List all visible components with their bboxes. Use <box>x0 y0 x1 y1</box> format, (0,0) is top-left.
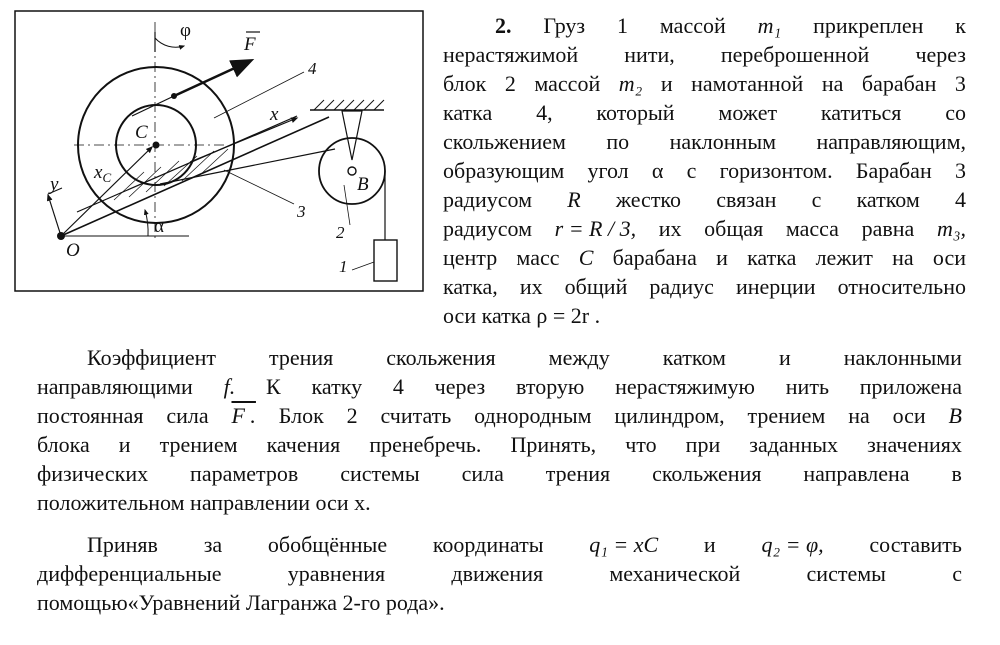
word: движения <box>451 561 544 586</box>
word: считать <box>380 403 452 428</box>
word: нерастяжимой <box>443 42 579 67</box>
y-axis-arrow <box>48 195 61 236</box>
p1-line <box>443 98 966 127</box>
word: с <box>811 187 822 212</box>
word: угол <box>587 158 629 183</box>
word: и <box>660 71 673 96</box>
center-c-point <box>153 142 160 149</box>
word: заданных <box>749 432 839 457</box>
leader-3 <box>224 170 294 204</box>
word: их <box>519 274 543 299</box>
word: m₂ <box>618 71 643 96</box>
p1-line <box>443 301 966 330</box>
line-text: оси катка ρ = 2r . <box>443 303 601 328</box>
word: f. <box>223 374 236 399</box>
p2-line <box>37 430 962 459</box>
word: центр <box>443 245 498 270</box>
word: и <box>118 432 131 457</box>
word: массой <box>659 13 726 38</box>
word: трения <box>545 461 611 486</box>
label-alpha: α <box>154 216 164 237</box>
problem-number: 2. <box>495 13 512 38</box>
guide-hatching <box>114 149 228 200</box>
word: катка <box>747 245 797 270</box>
word: физических <box>37 461 149 486</box>
word: приложена <box>859 374 962 399</box>
line-text: положительном направлении оси x. <box>37 490 371 515</box>
word: однородным <box>474 403 592 428</box>
word: радиусом <box>443 216 532 241</box>
p2-line <box>37 372 962 401</box>
word: к <box>955 13 966 38</box>
label-3: 3 <box>297 202 306 221</box>
p1-line <box>443 11 966 40</box>
leader-1 <box>352 262 374 270</box>
problem-paragraph-3 <box>37 530 962 617</box>
word: горизонтом. <box>719 158 833 183</box>
word: на <box>821 71 844 96</box>
word: масса <box>785 216 839 241</box>
p2-line <box>37 459 962 488</box>
word: относительно <box>837 274 966 299</box>
label-b: B <box>357 174 369 195</box>
word: намотанной <box>691 71 804 96</box>
word: катком <box>856 187 920 212</box>
word: за <box>203 532 223 557</box>
p2-line <box>37 488 962 517</box>
word: связан <box>716 187 777 212</box>
word: катком <box>662 345 726 370</box>
word: прикреплен <box>813 13 924 38</box>
word: Приняв <box>87 532 158 557</box>
word: масс <box>516 245 560 270</box>
p2-line <box>37 401 962 430</box>
word: оси <box>932 245 966 270</box>
p1-line <box>443 127 966 156</box>
word: системы <box>340 461 420 486</box>
word: общая <box>704 216 764 241</box>
word: их <box>658 216 682 241</box>
word: параметров <box>190 461 299 486</box>
word: общий <box>564 274 628 299</box>
p3-line <box>37 559 962 588</box>
leader-4 <box>214 72 304 118</box>
word: 4 <box>955 187 966 212</box>
word: m₁ <box>757 13 782 38</box>
word: скольжением <box>443 129 566 154</box>
word: блока <box>37 432 90 457</box>
ceiling-support <box>310 100 384 110</box>
word: Блок <box>278 403 324 428</box>
word: r = R / 3, <box>554 216 637 241</box>
problem-paragraph-1 <box>443 11 966 330</box>
word: Принять, <box>510 432 597 457</box>
word: К <box>266 374 281 399</box>
word: уравнения <box>287 561 386 586</box>
word: лежит <box>815 245 873 270</box>
label-y: y <box>50 174 59 195</box>
word: с <box>686 158 697 183</box>
label-xc: $x_C$ <box>94 162 112 185</box>
word: барабан <box>861 71 937 96</box>
p1-line <box>443 40 966 69</box>
label-o: O <box>66 240 80 261</box>
p3-line <box>37 588 962 617</box>
word: вторую <box>516 374 585 399</box>
word: α <box>651 158 664 183</box>
p1-line <box>443 156 966 185</box>
line-text: помощью«Уравнений Лагранжа 2-го рода». <box>37 590 445 615</box>
label-1: 1 <box>339 257 348 276</box>
word: Барабан <box>855 158 932 183</box>
pulley-axle-b <box>348 167 356 175</box>
word: нити, <box>624 42 675 67</box>
word: радиус <box>649 274 714 299</box>
word: B <box>948 403 962 428</box>
label-phi: φ <box>180 20 191 41</box>
word: q₂ = φ, <box>761 532 824 557</box>
p1-line <box>443 185 966 214</box>
word: который <box>596 100 675 125</box>
word: q₁ = xC <box>589 532 659 557</box>
word: что <box>625 432 657 457</box>
word: с <box>952 561 962 586</box>
word: и <box>716 245 728 270</box>
p1-line <box>443 272 966 301</box>
word: при <box>685 432 721 457</box>
word: Коэффициент <box>87 345 217 370</box>
word: постоянная <box>37 403 144 428</box>
word: по <box>606 129 630 154</box>
label-c: C <box>135 122 148 143</box>
word: механической <box>609 561 741 586</box>
word: равна <box>861 216 915 241</box>
word: значениях <box>867 432 962 457</box>
p1-line <box>443 69 966 98</box>
word: качения <box>266 432 341 457</box>
word: блок <box>443 71 487 96</box>
word: на <box>892 245 914 270</box>
problem-paragraph-2 <box>37 343 962 517</box>
pulley-bracket <box>342 111 362 160</box>
word: 2 <box>346 403 358 428</box>
word: через <box>434 374 486 399</box>
word: пренебречь. <box>369 432 482 457</box>
word: наклонными <box>843 345 962 370</box>
word: Груз <box>543 13 586 38</box>
load-1 <box>374 240 397 281</box>
xc-arrow <box>61 147 152 236</box>
word: сила <box>461 461 504 486</box>
word: скольжения <box>386 345 496 370</box>
word: жестко <box>615 187 682 212</box>
word: дифференциальные <box>37 561 222 586</box>
word: нерастяжимую <box>615 374 755 399</box>
word: F . <box>231 403 256 428</box>
word: направлена <box>803 461 910 486</box>
word: 1 <box>617 13 629 38</box>
word: обобщённые <box>267 532 388 557</box>
word: 3 <box>954 71 966 96</box>
word: через <box>915 42 966 67</box>
word: координаты <box>432 532 544 557</box>
word: системы <box>806 561 886 586</box>
word: трения <box>268 345 334 370</box>
word: наклонным <box>669 129 777 154</box>
word: R <box>567 187 581 212</box>
word: скольжения <box>652 461 762 486</box>
thread-drum-to-pulley <box>160 149 335 184</box>
leader-2 <box>344 185 350 225</box>
word: направляющим, <box>816 129 966 154</box>
label-2: 2 <box>336 223 345 242</box>
word: сила <box>166 403 209 428</box>
word: направляющими <box>37 374 193 399</box>
word: цилиндром, <box>614 403 725 428</box>
p1-line <box>443 214 966 243</box>
word: катиться <box>820 100 902 125</box>
word: 3 <box>954 158 966 183</box>
word: катка <box>443 100 493 125</box>
word: катку <box>311 374 363 399</box>
word: m₃, <box>936 216 966 241</box>
inclined-guide-upper <box>77 116 297 212</box>
word: нить <box>785 374 829 399</box>
label-x: x <box>270 104 279 125</box>
p2-line <box>37 343 962 372</box>
word: массой <box>534 71 601 96</box>
word: 2 <box>504 71 516 96</box>
p3-line <box>37 530 962 559</box>
word: со <box>945 100 966 125</box>
word: радиусом <box>443 187 532 212</box>
mechanism-figure <box>14 10 424 292</box>
p1-line <box>443 243 966 272</box>
word: C <box>578 245 594 270</box>
word: трением <box>159 432 238 457</box>
word: в <box>951 461 962 486</box>
word: на <box>848 403 870 428</box>
word: и <box>703 532 716 557</box>
word: 4, <box>536 100 553 125</box>
word: инерции <box>735 274 816 299</box>
word: составить <box>869 532 962 557</box>
word: между <box>548 345 610 370</box>
label-4: 4 <box>308 59 317 78</box>
word: 4 <box>392 374 404 399</box>
word: образующим <box>443 158 565 183</box>
label-force-f: F <box>244 34 256 55</box>
word: барабана <box>612 245 697 270</box>
word: оси <box>892 403 926 428</box>
word: трением <box>747 403 826 428</box>
word: переброшенной <box>720 42 870 67</box>
word: может <box>718 100 778 125</box>
word: и <box>778 345 791 370</box>
word: катка, <box>443 274 498 299</box>
